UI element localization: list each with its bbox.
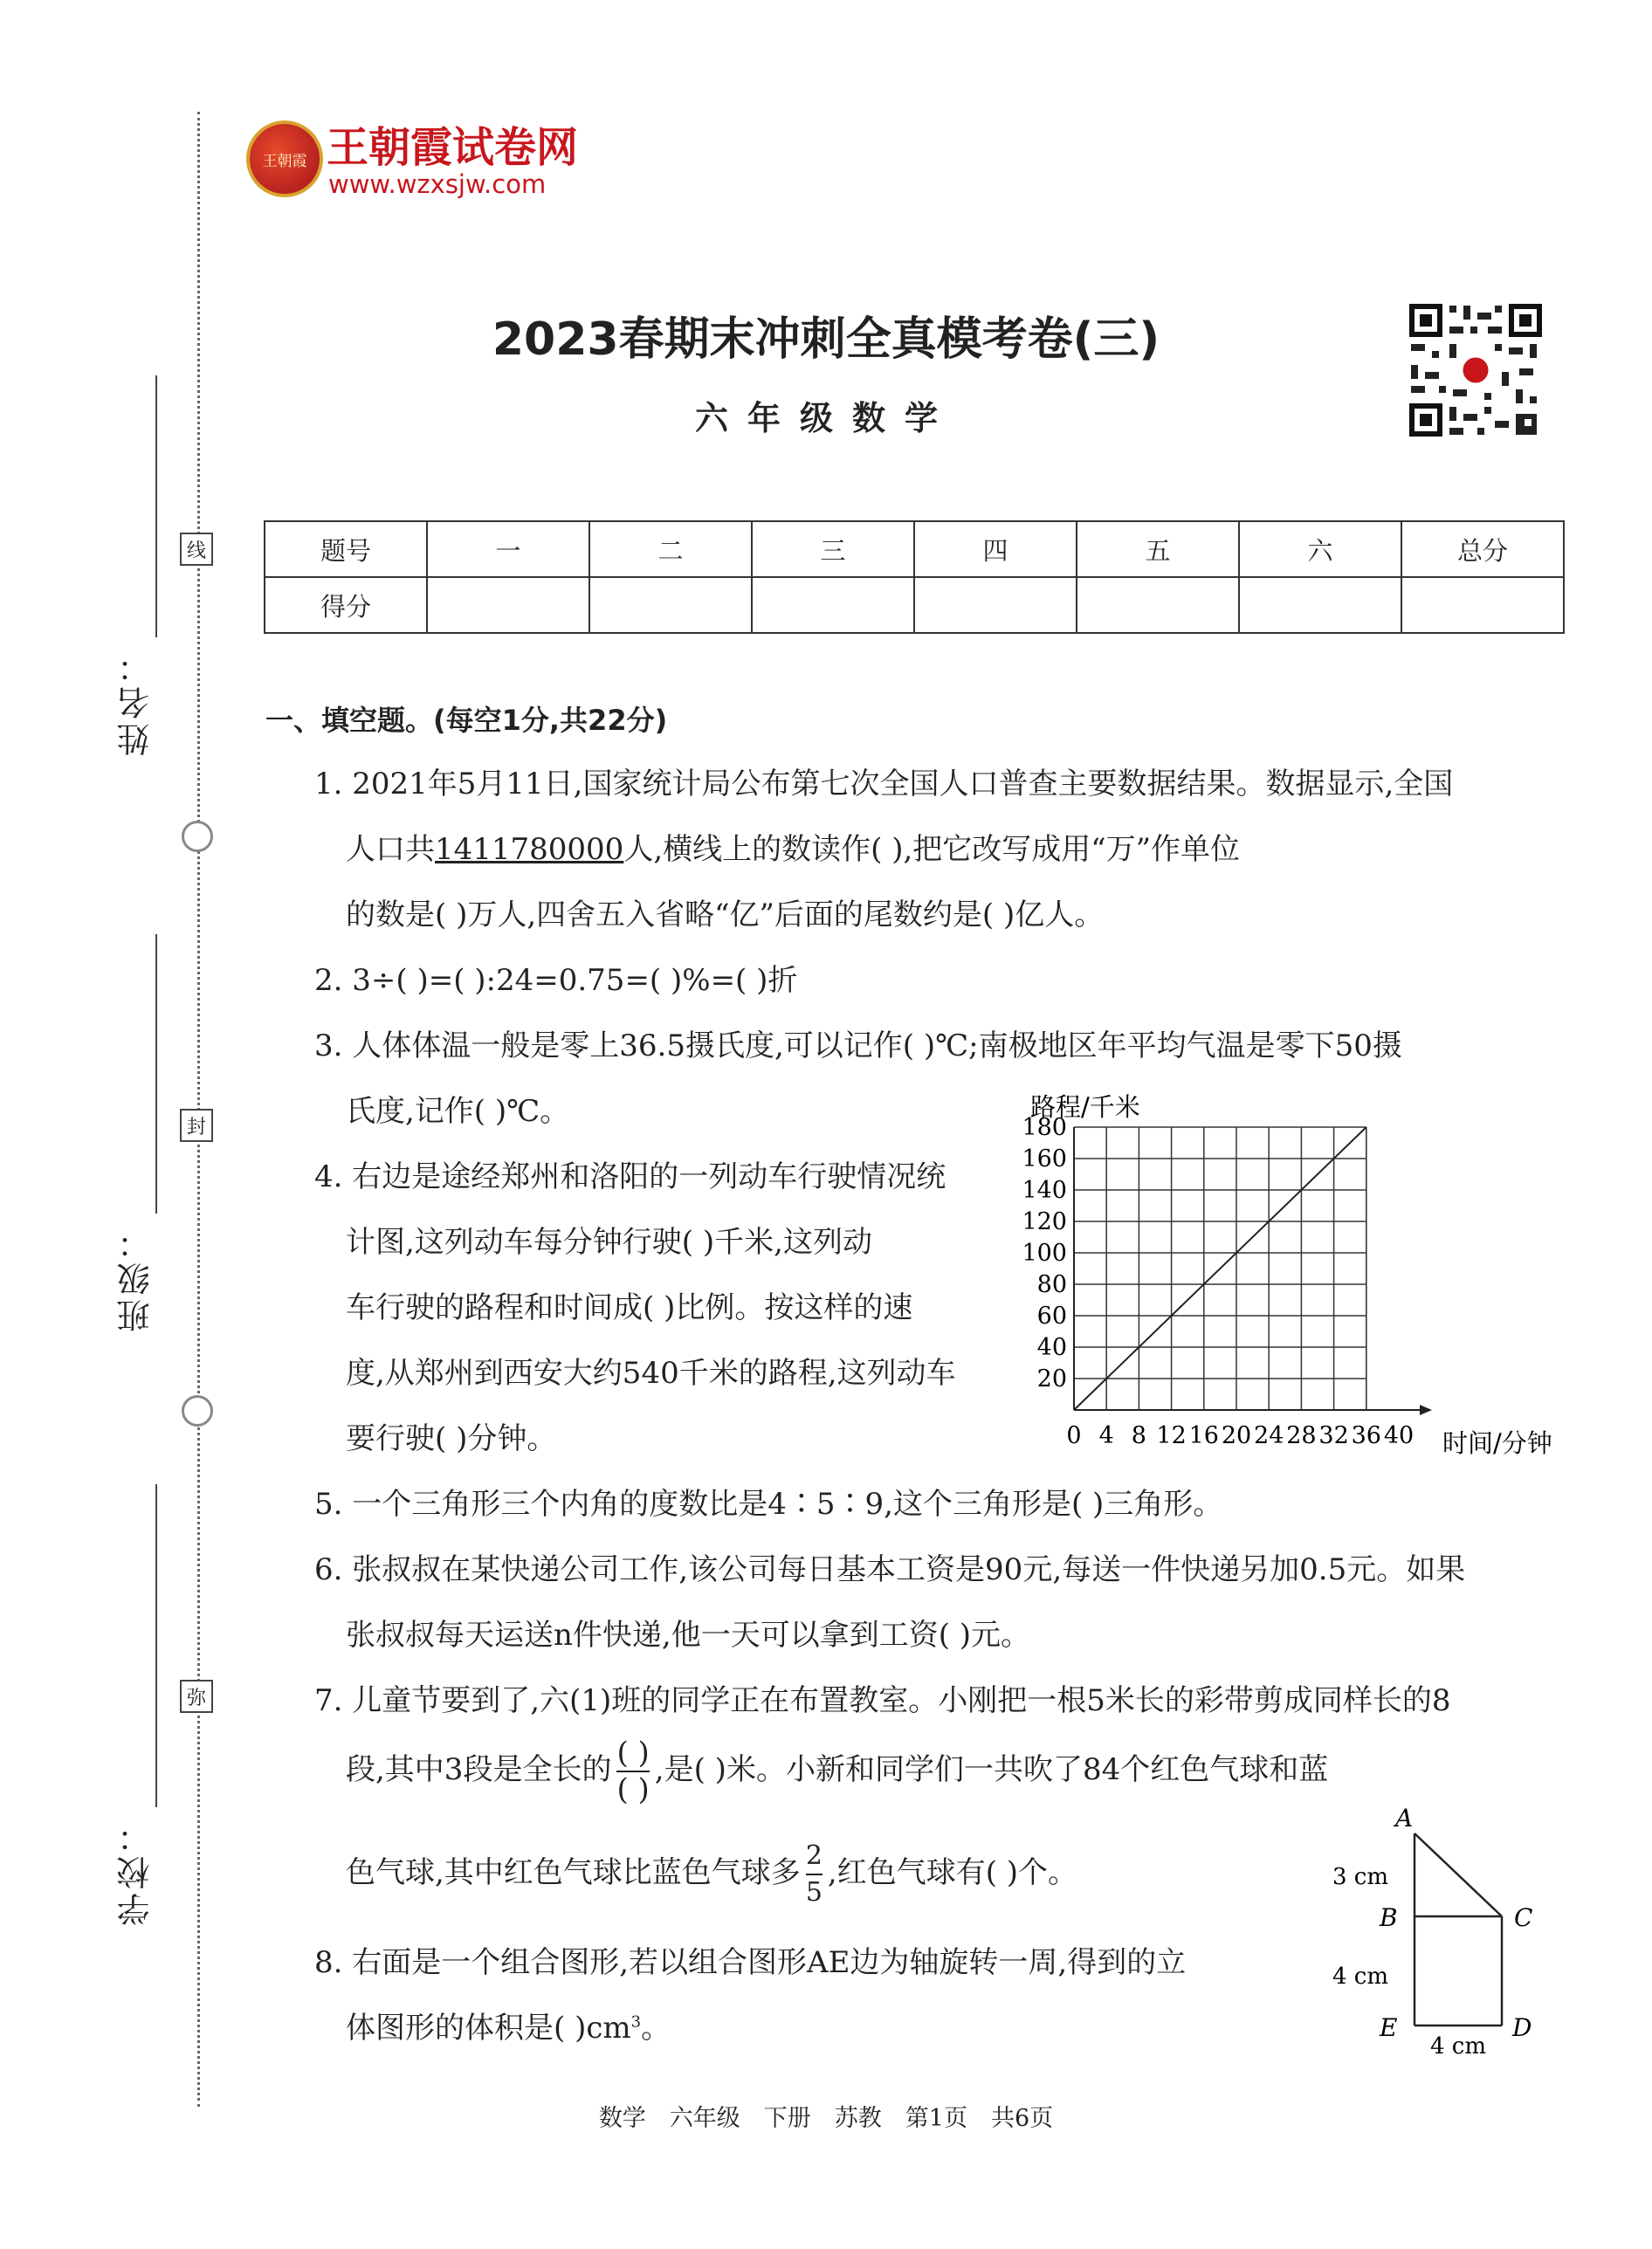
section-title: 一、填空题。(每空1分,共22分): [265, 704, 668, 737]
x-tick-label: 24: [1254, 1422, 1284, 1449]
x-tick-label: 4: [1098, 1422, 1114, 1449]
seal-mark-icon: [182, 1395, 213, 1427]
point-e-label: E: [1380, 2013, 1398, 2042]
frac-denominator: ( ): [616, 1772, 650, 1807]
point-c-label: C: [1514, 1903, 1533, 1932]
point-a-label: A: [1395, 1804, 1414, 1833]
q7-line3a: 色气球,其中红色气球比蓝色气球多: [346, 1855, 801, 1890]
x-tick-label: 20: [1221, 1422, 1252, 1449]
q7-line2a: 段,其中3段是全长的: [346, 1752, 612, 1787]
q1-line2a: 人口共: [346, 832, 435, 867]
score-header-cell: 一: [427, 521, 589, 577]
score-header-cell: 总分: [1401, 521, 1564, 577]
x-tick-label: 36: [1351, 1422, 1381, 1449]
class-label: 班级：: [117, 1222, 155, 1332]
x-tick-label: 32: [1318, 1422, 1349, 1449]
y-tick-label: 160: [1022, 1145, 1067, 1173]
y-tick-label: 40: [1036, 1334, 1067, 1361]
seal-mi-char: 弥: [180, 1680, 213, 1713]
score-input-cell[interactable]: [1239, 577, 1401, 633]
y-tick-label: 140: [1022, 1177, 1067, 1204]
score-table: [264, 520, 1565, 634]
chart-y-label: 路程/千米: [1030, 1092, 1140, 1122]
series-line: [1074, 1127, 1366, 1410]
q6-line2: 张叔叔每天运送n件快递,他一天可以拿到工资( )元。: [346, 1618, 1031, 1653]
score-table-header-row: [265, 521, 1564, 577]
q3-line1: 3. 人体体温一般是零上36.5摄氏度,可以记作( )℃;南极地区年平均气温是零下50摄: [314, 1028, 1402, 1063]
x-tick-label: 40: [1383, 1422, 1415, 1449]
y-tick-label: 20: [1036, 1365, 1067, 1393]
q7-fraction-blank: [616, 1736, 649, 1807]
y-tick-label: 80: [1036, 1271, 1067, 1298]
page-footer: 数学 六年级 下册 苏教 第1页 共6页: [598, 2105, 1054, 2132]
frac-denominator: 5: [806, 1874, 823, 1910]
composite-figure: [1327, 1799, 1554, 2060]
q4-line1: 4. 右边是途经郑州和洛阳的一列动车行驶情况统: [314, 1159, 946, 1194]
q8-superscript: 3: [630, 2012, 642, 2032]
q8-line1: 8. 右面是一个组合图形,若以组合图形AE边为轴旋转一周,得到的立: [314, 1945, 1187, 1980]
chart-x-label: 时间/分钟: [1442, 1428, 1552, 1458]
brand-url[interactable]: www.wzxsjw.com: [328, 169, 547, 199]
q1-population-number: 1411780000: [435, 832, 624, 867]
be-length: 4 cm: [1332, 1964, 1389, 1990]
frac-numerator: ( ): [616, 1736, 650, 1771]
q4-line3: 车行驶的路程和时间成( )比例。按这样的速: [346, 1290, 913, 1325]
y-tick-label: 60: [1036, 1303, 1067, 1330]
page-subtitle: 六年级数学: [694, 399, 957, 437]
ab-length: 3 cm: [1332, 1864, 1389, 1890]
x-tick-label: 0: [1066, 1422, 1082, 1449]
frac-numerator: 2: [805, 1840, 823, 1871]
q8-line2a: 体图形的体积是( )cm: [346, 2011, 631, 2046]
seal-seal-char: 封: [180, 1109, 213, 1142]
class-underline: [155, 934, 157, 1214]
score-input-cell[interactable]: [1077, 577, 1239, 633]
q7-line3b: ,红色气球有( )个。: [827, 1855, 1078, 1890]
score-header-cell: 三: [752, 521, 914, 577]
q7-fraction: [806, 1839, 823, 1910]
score-header-cell: 五: [1077, 521, 1239, 577]
q4-line4: 度,从郑州到西安大约540千米的路程,这列动车: [346, 1356, 956, 1391]
ed-length: 4 cm: [1430, 2033, 1487, 2060]
score-table-score-row: [265, 577, 1564, 633]
name-label: 姓名：: [117, 646, 155, 756]
q5-line: 5. 一个三角形三个内角的度数比是4∶5∶9,这个三角形是( )三角形。: [314, 1487, 1223, 1522]
y-tick-label: 180: [1022, 1114, 1067, 1141]
school-label: 学校：: [117, 1816, 155, 1926]
q1-line1: 1. 2021年5月11日,国家统计局公布第七次全国人口普查主要数据结果。数据显示,全国: [314, 767, 1454, 801]
y-tick-label: 100: [1022, 1240, 1067, 1267]
logo-badge-text: 王朝霞: [262, 153, 307, 170]
q7-line3: [346, 1839, 1077, 1910]
q8-line2b: 。: [641, 2011, 671, 2046]
q3-line2: 氏度,记作( )℃。: [346, 1094, 570, 1129]
x-tick-label: 28: [1286, 1422, 1317, 1449]
score-input-cell[interactable]: [752, 577, 914, 633]
score-header-cell: 二: [589, 521, 752, 577]
point-b-label: B: [1380, 1903, 1398, 1932]
q2-line: 2. 3÷( )=( ):24=0.75=( )%=( )折: [314, 963, 798, 998]
qr-code-icon[interactable]: [1406, 300, 1545, 440]
point-d-label: D: [1512, 2013, 1532, 2042]
page-title: 2023春期末冲刺全真模考卷(三): [492, 313, 1160, 366]
x-tick-label: 16: [1188, 1422, 1219, 1449]
school-underline: [155, 1484, 157, 1807]
brand-logo-icon: [246, 120, 323, 197]
score-input-cell[interactable]: [914, 577, 1077, 633]
q7-line2b: ,是( )米。小新和同学们一共吹了84个红色气球和蓝: [654, 1752, 1329, 1787]
score-input-cell[interactable]: [1401, 577, 1564, 633]
brand-name: 王朝霞试卷网: [327, 123, 579, 172]
score-row-label: 得分: [265, 577, 427, 633]
y-tick-label: 120: [1022, 1208, 1067, 1235]
score-header-cell: 四: [914, 521, 1077, 577]
x-tick-label: 8: [1131, 1422, 1146, 1449]
seal-line-char: 线: [180, 533, 213, 566]
seal-mark-icon: [182, 821, 213, 852]
score-header-cell: 六: [1239, 521, 1401, 577]
q7-line1: 7. 儿童节要到了,六(1)班的同学正在布置教室。小刚把一根5米长的彩带剪成同样长的8: [314, 1683, 1451, 1718]
q1-line2: [346, 825, 1240, 868]
q4-line2: 计图,这列动车每分钟行驶( )千米,这列动: [346, 1225, 872, 1260]
q8-line2: [346, 2004, 671, 2046]
score-input-cell[interactable]: [589, 577, 752, 633]
score-header-cell: 题号: [265, 521, 427, 577]
x-axis-arrow-icon: [1420, 1405, 1432, 1415]
q7-line2: [346, 1736, 1328, 1807]
edge-ac: [1415, 1833, 1502, 1916]
q1-line2b: 人,横线上的数读作( ),把它改写成用“万”作单位: [623, 832, 1241, 867]
speed-line-chart: [1013, 1087, 1572, 1471]
q1-line3: 的数是( )万人,四舍五入省略“亿”后面的尾数约是( )亿人。: [346, 898, 1105, 932]
x-tick-label: 12: [1156, 1422, 1187, 1449]
score-input-cell[interactable]: [427, 577, 589, 633]
q4-line5: 要行驶( )分钟。: [346, 1421, 557, 1456]
q6-line1: 6. 张叔叔在某快递公司工作,该公司每日基本工资是90元,每送一件快递另加0.5元。如果: [314, 1552, 1466, 1587]
